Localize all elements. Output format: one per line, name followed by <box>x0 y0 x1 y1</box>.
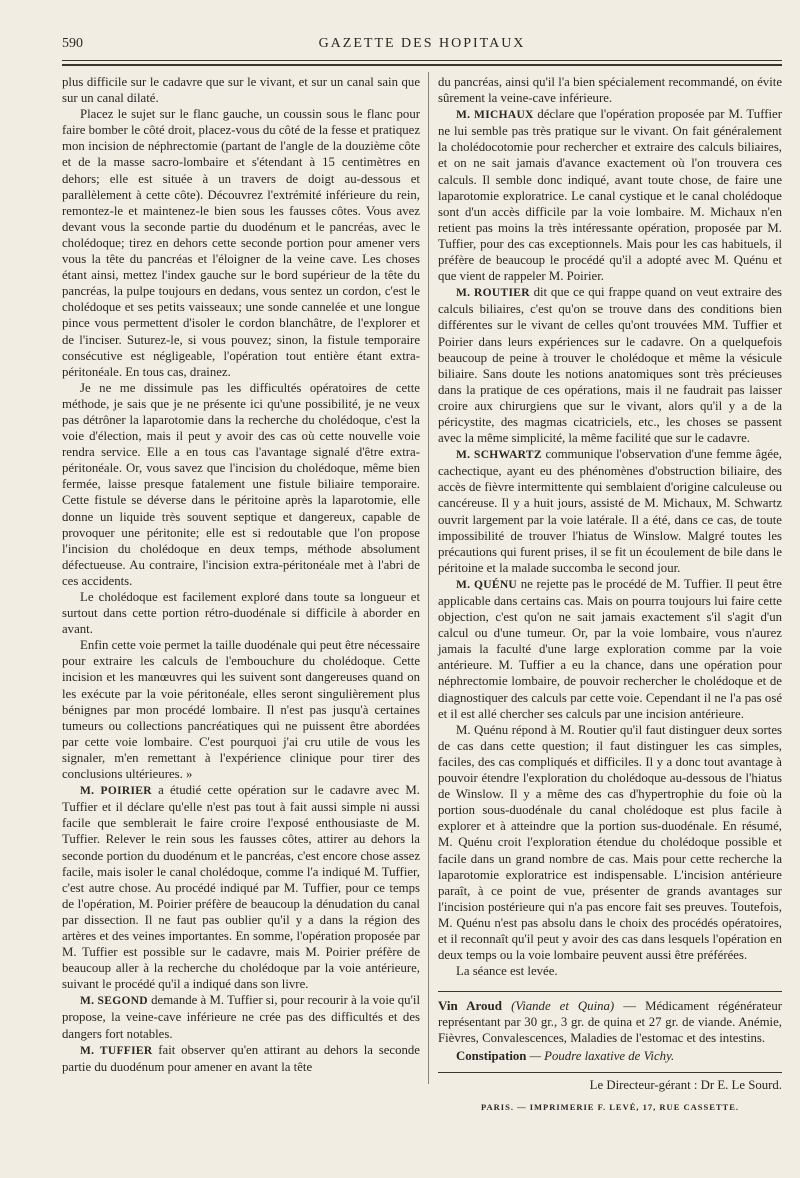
paragraph: M. MICHAUX déclare que l'opération proposée par M. Tuffier ne lui semble pas très pratique sur le vivant. On fait généralement la cholédocotomie pour rechercher et extraire des calculs biliaires, et on ne sait jamais d'avance exactement où l'on trouvera ces calculs. Il semble donc indiqué, avant toute chose, de faire une laparotomie exploratrice. Le canal cystique et le canal cholédoque sont d'un accès difficile par la voie lombaire. M. Michaux n'en retient pas moins la très intéressante opération, proposée par M. Tuffier, pour des cas exceptionnels. Mais pour les cas habituels, il préfère de beaucoup le procédé qu'il a adopté avec M. Quénu et que vient de rappeler M. Poirier. <box>438 107 782 284</box>
advert-constipation-label: Constipation <box>456 1049 527 1064</box>
paragraph: Placez le sujet sur le flanc gauche, un coussin sous le flanc pour faire bomber le côté droit, placez-vous du côté de la fesse et pratiquez mon incision de néphrectomie (partant de l'angle de la douzième côte et de la masse sacro-lombaire et s'étendant à 15 centimètres en dehors; elle est située à un travers de doigt au-dessous et parallèlement à cette côte). Découvrez l'extrémité inférieure du rein, remontez-le et maintenez-le bien sous les fausses côtes. Vous avez devant vous la seconde partie du duodénum et le pancréas, avec le cholédoque; tirez en dehors cette seconde portion pour amener vers vous la tête du pancréas et l'éloigner de la veine cave. Les choses étant ainsi, mettez l'index gauche sur le bord supérieur de la tête du pancréas, la pulpe toujours en dedans, vous sentez un cordon, c'est le cholédoque et ses petits vaisseaux; une sonde cannelée et une longue pince vous permettent d'isoler le cordon blanchâtre, de l'explorer et de l'inciser. Suturez-le, si vous pouvez; sinon, la fistule temporaire consécutive est négligeable, l'opération tout entière étant extra-péritonéale. En tous cas, drainez. <box>62 107 420 379</box>
paragraph: M. ROUTIER dit que ce qui frappe quand on veut extraire des calculs biliaires, c'est qu'on se trouve dans des conditions bien différentes sur le vivant de celles qu'ont trouvées MM. Tuffier et Poirier dans leurs expériences sur le cadavre. On a quelquefois beaucoup de peine à trouver le cholédoque et même la vésicule biliaire. Sans doute les notions anatomiques sont très précieuses dans la pratique de ces opérations, mais il ne faudrait pas laisser croire aux chirurgiens que sur le vivant, alors qu'il y a de la péricystite, des magmas cicatriciels, etc., les choses se passent avec la même simplicité, la même facilité que sur le cadavre. <box>438 285 783 446</box>
page-number: 590 <box>62 36 83 51</box>
advert-constipation-text: — Poudre laxative de Vichy. <box>529 1049 675 1064</box>
advert-product: Vin Aroud <box>438 998 503 1014</box>
speaker-name: M. SCHWARTZ <box>456 449 542 462</box>
header-rule <box>62 60 782 61</box>
advert-line <box>438 998 782 1046</box>
right-column <box>438 74 782 1116</box>
speaker-name: M. SEGOND <box>80 995 148 1008</box>
paragraph: M. POIRIER a étudié cette opération sur le cadavre avec M. Tuffier et il déclare qu'elle n'est pas tout à fait aussi simple ni aussi facile que semblerait le faire croire l'exposé enthousiaste de M. Tuffier. Relever le rein sous les fausses côtes, attirer au dehors la seconde portion du duodénum et le pancréas, c'est encore chose assez facile, mais isoler le canal cholédoque, comme l'a indiqué M. Tuffier, c'est autre chose. Au procédé indiqué par M. Tuffier, pour ce temps de l'opération, M. Poirier préfère de beaucoup la dénudation du canal par dissection. Il ne faut pas oublier qu'il y a dans la région des artères et des veines importantes. En somme, l'opération proposée par M. Tuffier est possible sur le cadavre, mais M. Poirier préfère de beaucoup aller à la recherche du cholédoque par la voie antérieure, suivant le procédé qu'il a indiqué dans son livre. <box>62 783 420 992</box>
paragraph: du pancréas, ainsi qu'il l'a bien spécialement recommandé, on évite sûrement la veine-cave inférieure. <box>438 75 782 106</box>
advert-description: — Médicament régénérateur représentant par 30 gr., 3 gr. de quina et 27 gr. de viande. Anémie, Fièvres, Convalescences, Maladies de l'estomac et des intestins. <box>438 999 783 1046</box>
paragraph: M. Quénu répond à M. Routier qu'il faut distinguer deux sortes de cas dans cette question; il faut distinguer les cas simples, faciles, des cas compliqués et difficiles. Il y a donc tout avantage à pouvoir étendre l'exploration du cholédoque au-dessous de l'hiatus de Winslow. Il y a même des cas d'hypertrophie du foie où la portion sous-duodénale du canal cholédoque est plus facile à explorer et à atteindre que la portion sus-duodénale. En résumé, M. Quénu croit l'exploration étendue du cholédoque possible et facile dans un grand nombre de cas. Mais pour cette recherche la laparotomie exploratrice est indispensable. L'incision antérieure paraît, à ce point de vue, présenter de grands avantages sur l'incision postérieure qui n'a pas encore fait ses preuves. Toutefois, M. Quénu n'est pas absolu dans le choix des procédés opératoires, et il reconnaît qu'il peut y avoir des cas dans lesquels l'opération en deux temps ou la voie lombaire peuvent aussi être préférées. <box>438 722 782 963</box>
paragraph: plus difficile sur le cadavre que sur le vivant, et sur un canal sain que sur un canal dilaté. <box>62 75 420 106</box>
printer-imprint: PARIS. — IMPRIMERIE F. LEVÉ, 17, RUE CASSETTE. <box>480 1102 740 1113</box>
running-title: GAZETTE DES HOPITAUX <box>318 36 526 51</box>
speaker-name: M. ROUTIER <box>456 287 530 300</box>
paragraph: Enfin cette voie permet la taille duodénale qui peut être nécessaire pour extraire les calculs de l'embouchure du cholédoque. Cette incision et les manœuvres qui les suivent sont dangereuses quand on les exécute par la voie péritonéale, elles seront singulièrement plus bénignes par mon procédé lombaire. Il n'est pas jusqu'à certaines tumeurs ou collections pancréatiques qui ne puissent être abordées par cette voie lombaire. C'est pourquoi j'ai cru utile de vous les signaler, m'en remettant à l'expérience clinique pour tirer des conclusions ultérieures. » <box>62 638 420 782</box>
advertisement <box>438 991 782 1064</box>
paragraph: Le cholédoque est facilement exploré dans toute sa longueur et surtout dans cette portion rétro-duodénale si difficile à aborder en avant. <box>62 590 420 637</box>
speaker-name: M. QUÉNU <box>456 578 518 591</box>
speaker-name: M. MICHAUX <box>456 109 534 122</box>
speaker-name: M. TUFFIER <box>80 1044 153 1057</box>
paragraph: M. QUÉNU ne rejette pas le procédé de M. Tuffier. Il peut être applicable dans certains cas. Mais on pourra toujours lui faire cette objection, c'est qu'on ne sait jamais exactement s'il s'agit d'un calcul ou d'une tumeur. Or, par la voie lombaire, vous n'aurez jamais la faculté d'une large exploration comme par la voie antérieure. M. Tuffier a eu la chance, dans une opération pour néphrectomie lombaire, de pouvoir rechercher le cholédoque et de diagnostiquer des calculs par cette voie. Cependant il ne l'a pas osé et il est allé chercher ses calculs par une incision antérieure. <box>438 576 782 721</box>
paragraph: La séance est levée. <box>456 964 558 979</box>
paragraph: Je ne me dissimule pas les difficultés opératoires de cette méthode, je sais que je ne présente ici qu'une possibilité, je ne veux pas détrôner la laparotomie dans la recherche du cholédoque, c'est la voie d'élection, mais il peut y avoir des cas où cette nouvelle voie rendra service. Elle a en tous cas l'avantage signalé d'être extra-péritonéale. Or, vous savez que l'incision du cholédoque, même bien fermée, laisse presque fatalement une fistule biliaire temporaire. Cette fistule se déverse dans le péritoine après la laparotomie, elle donne un liquide très souvent septique et dangereux, capable de provoquer une péritonite; elle est si redoutable que l'on propose l'incision du cholédoque en deux temps, méthode absolument défectueuse. Au contraire, l'incision extra-péritonéale met à l'abri de ces accidents. <box>62 380 420 588</box>
column-divider <box>428 72 429 1084</box>
paragraph: M. SCHWARTZ communique l'observation d'une femme âgée, cachectique, ayant eu des phénomènes d'obstruction biliaire, des accès de fièvre intermittente qui semblaient d'origine calculeuse ou cancéreuse. Il y a huit jours, assisté de M. Michaux, M. Schwartz ouvrit largement par la voie latérale. Il a été, dans ce cas, de toute impossibilité de trouver l'hiatus de Winslow. Malgré toutes les précautions qui furent prises, il se fit un écoulement de bile dans le péritoine et la malade succomba le second jour. <box>438 447 782 575</box>
advert-line-constipation <box>438 1048 782 1064</box>
paragraph: M. TUFFIER fait observer qu'en attirant au dehors la seconde partie du duodénum pour amener en avant la tête <box>62 1042 420 1074</box>
header-rule-double <box>62 64 782 66</box>
left-column <box>62 74 420 1075</box>
speaker-name: M. POIRIER <box>80 785 152 798</box>
page-header <box>62 36 782 60</box>
advert-product-detail: (Viande et Quina) <box>511 999 615 1014</box>
director-signature: Le Directeur-gérant : Dr E. Le Sourd. <box>438 1072 782 1093</box>
paragraph: M. SEGOND demande à M. Tuffier si, pour recourir à la voie qu'il propose, la veine-cave inférieure ne crée pas des difficultés et des dangers fort notables. <box>62 993 421 1041</box>
